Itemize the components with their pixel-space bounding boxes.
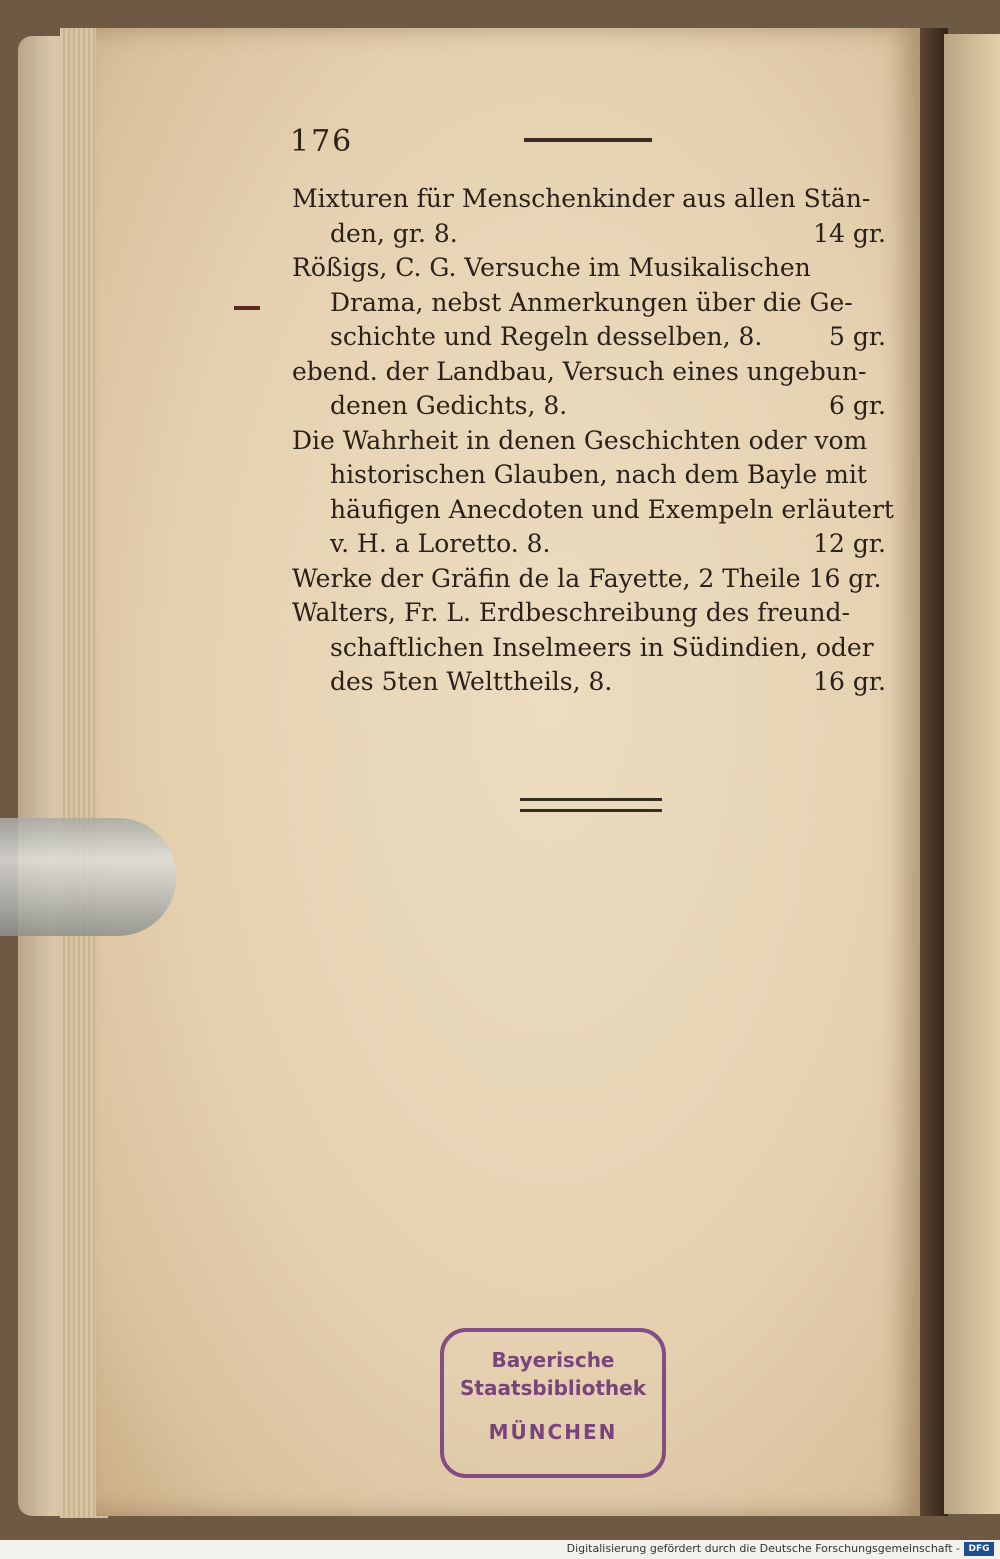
catalog-entries (292, 182, 892, 700)
entry-price: 12 gr. (813, 529, 886, 558)
entry-line: Die Wahrheit in denen Geschichten oder vom (292, 425, 868, 455)
library-stamp (440, 1328, 666, 1478)
catalog-entry (292, 562, 892, 597)
entry-line: ebend. der Landbau, Versuch eines ungebun- (292, 356, 867, 386)
entry-line: Rößigs, C. G. Versuche im Musikalischen (292, 253, 811, 282)
footer-bar (0, 1540, 1000, 1559)
entry-price: 6 gr. (828, 391, 886, 420)
entry-last-line (292, 217, 892, 252)
entry-line: Werke der Gräfin de la Fayette, 2 Theile 16 gr. (292, 563, 882, 593)
page-clip (0, 818, 176, 936)
header-rule (524, 138, 652, 142)
end-ornament-rule (520, 798, 662, 812)
entry-last-line (292, 320, 892, 355)
entry-line: denen Gedichts, 8. (330, 391, 568, 420)
entry-line: historischen Glauben, nach dem Bayle mit (330, 460, 867, 489)
entry-line: häufigen Anecdoten und Exempeln erläutert (330, 494, 894, 524)
entry-price: 16 gr. (813, 667, 886, 696)
entry-last-line (292, 389, 892, 424)
page-number: 176 (290, 124, 354, 159)
entry-line: v. H. a Loretto. 8. (330, 529, 551, 558)
entry-line: schichte und Regeln desselben, 8. (330, 322, 763, 351)
entry-last-line (292, 527, 892, 562)
entry-line: schaftlichen Inselmeers in Südindien, oder (330, 632, 874, 662)
catalog-entry (292, 596, 892, 700)
catalog-entry (292, 182, 892, 251)
stamp-line: Staatsbibliothek (459, 1376, 647, 1400)
entry-line: des 5ten Welttheils, 8. (330, 667, 613, 696)
entry-line: Mixturen für Menschenkinder aus allen Stän- (292, 184, 871, 213)
catalog-entry (292, 355, 892, 424)
entry-price: 14 gr. (813, 218, 886, 248)
margin-mark (234, 306, 260, 310)
facing-page-edge (944, 34, 1000, 1514)
entry-line: den, gr. 8. (330, 218, 458, 248)
stamp-line: Bayerische (491, 1348, 615, 1372)
entry-last-line (292, 665, 892, 700)
digitization-credit: Digitalisierung gefördert durch die Deutsche Forschungsgemeinschaft - (566, 1542, 960, 1555)
dfg-logo-icon: DFG (964, 1542, 994, 1556)
entry-line: Walters, Fr. L. Erdbeschreibung des freund- (292, 598, 850, 627)
entry-price: 5 gr. (828, 322, 886, 351)
catalog-entry (292, 424, 892, 562)
catalog-entry (292, 251, 892, 355)
entry-line: Drama, nebst Anmerkungen über die Ge- (330, 287, 853, 317)
stamp-line: MÜNCHEN (488, 1420, 618, 1444)
